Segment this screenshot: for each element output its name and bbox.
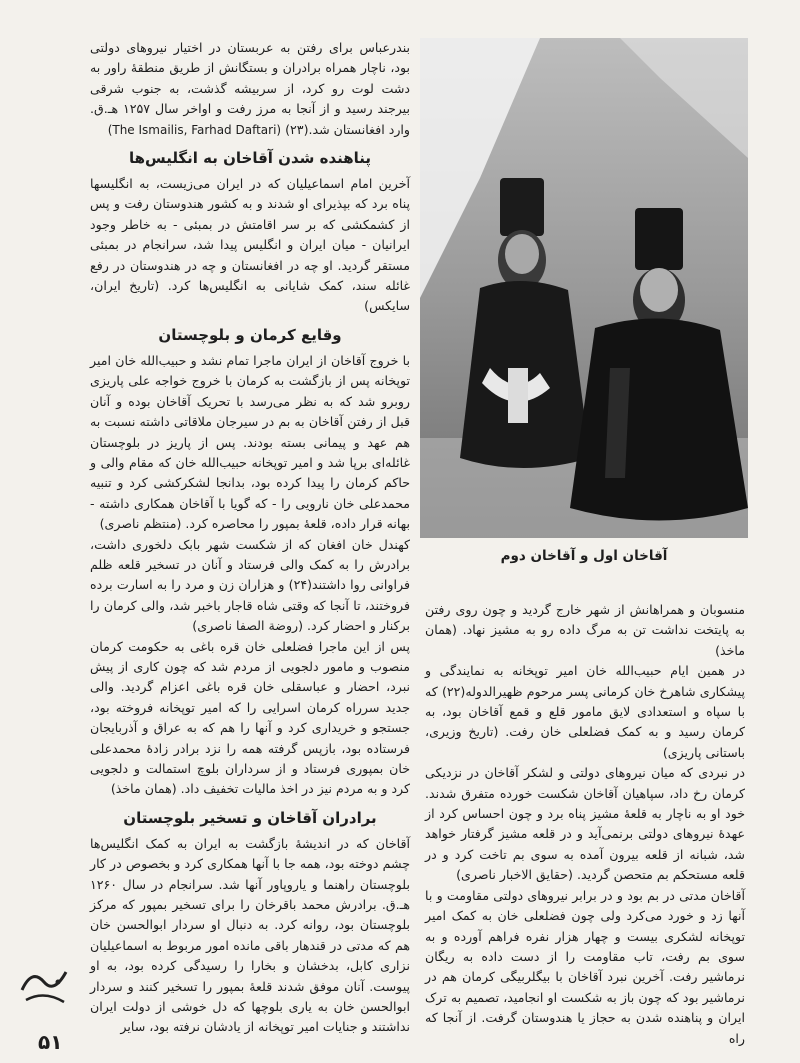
section-heading-brothers: برادران آقاخان و تسخیر بلوچستان — [123, 808, 377, 827]
photo-caption: آقاخان اول و آقاخان دوم — [500, 548, 668, 564]
intro-citation: (The Ismailis, Farhad Daftari) — [107, 122, 282, 137]
continuation-paragraph-2: در همین ایام حبیب‌الله خان امیر توپخانه به نمایندگی و پیشکاری شاهرخ خان کرمانی پسر مرحوم ظهیرالدوله(۲۲) که با سپاه و استعدادی لایق مامور قلع و قمع آقاخان بود، به کرمان رسید و به کمک فضلعلی خان رفت. (تاریخ وزیری، باستانی پاریزی) — [425, 663, 745, 760]
continuation-paragraph-3: در نبردی که میان نیروهای دولتی و لشکر آقاخان در نزدیکی کرمان رخ داد، سپاهیان آقاخان شکست خورده متفرق شدند. خود او به ناچار به قلعهٔ مشیز پناه برد و چون احساس کرد از عهدهٔ نیروهای دولتی برنمی‌آید و در قلعه مشیز گرفتار خواهد شد، شبانه از قلعه بیرون آمده به سوی بم تاخت کرد و در قلعه مستحکم بم متحصن گردید. (حقایق الاخبار ناصری) — [425, 765, 745, 883]
magazine-logo — [14, 960, 74, 1008]
continuation-paragraph-1: منسوبان و همراهانش از شهر خارج گردید و چون روی رفتن به پایتخت نداشت تن به مرگ داده رو به مشیز نهاد. (همان ماخذ) — [425, 602, 745, 658]
historical-photo — [420, 38, 748, 538]
continuation-paragraph-4: آقاخان مدتی در بم بود و در برابر نیروهای دولتی مقاومت و با آنها زد و خورد می‌کرد ولی چون فضلعلی خان به کمک امیر توپخانه لشکری بیست و چهار هزار نفره فراهم آورده و به سوی بم رفت، تاب مقاومت را از دست داده به ریگان نرماشیر رفت. آخرین نبرد آقاخان با بیگلربیگی کرمان هم در نرماشیر بود که چون باز به شکست او انجامید، تصمیم به ترک ایران و پناهنده شدن به حجاز یا هندوستان گرفت. از آنجا که راه — [425, 887, 745, 1046]
section-heading-refuge: پناهنده شدن آقاخان به انگلیس‌ها — [128, 149, 372, 168]
article-right-column — [90, 38, 410, 1038]
section-paragraph-kerman-1: با خروج آقاخان از ایران ماجرا تمام نشد و حبیب‌الله خان امیر توپخانه پس از بازگشت به کرمان با خروج خواجه علی پاریزی روبرو شد که به نظر می‌رسد با تحریک آقاخان بوده و آنان قبل از رفتن آقاخان به بم در سیرجان ملاقاتی داشته نسبت به هم عهد و پیمانی بسته بودند. پس از پاریز در بلوچستان غائله‌ای برپا شد و امیر توپخانه حبیب‌الله خان که مقام والی و حاکم کرمان را پیدا کرده بود، بدانجا لشکرکشی کرد و تنبیه محمدعلی خان نارویی را - که گویا با آقاخان همکاری داشته - بهانه قرار داده، قلعهٔ بمپور را محاصره کرد. (منتظم ناصری) — [90, 352, 410, 532]
section-heading-kerman-baluchistan: وقایع کرمان و بلوچستان — [158, 325, 342, 344]
photo-illustration — [420, 38, 748, 538]
section-paragraph-kerman-3: پس از این ماجرا فضلعلی خان قره باغی به حکومت کرمان منصوب و مامور دلجویی از مردم شد که چون کاری از پیش نبرد، احضار و عباسقلی خان قره باغی اعزام گردید. والی جدید سرراه کرمان اسرایی را که امیر توپخانه فروخته بود، جستجو و خریداری کرد و آنها را هم که به عراق و آذربایجان فرستاده بود، بازپس گرفته همه را نزد برادر زادهٔ محمدعلی خان بمپوری فرستاد و از سرداران بلوچ استمالت و دلجویی کرد و به مردم نیز در اخذ مالیات تخفیف داد. (همان ماخذ) — [90, 638, 410, 797]
page-number: ۵۱ — [38, 1030, 63, 1054]
section-paragraph-brothers: آقاخان که در اندیشهٔ بازگشت به ایران به کمک انگلیس‌ها چشم دوخته بود، همه جا با آنها همکاری کرد و بخصوص در کار بلوچستان راهنما و یاروپاور آنها شد. سرانجام در سال ۱۲۶۰ هـ.ق. برادرش محمد باقرخان را برای تسخیر بمپور که مرکز بلوچستان بود، روانه کرد. به دنبال او سردار ابوالحسن خان هم که مدتی در قندهار باقی مانده امور مربوط به اسماعیلیان نزاری کابل، بدخشان و بخارا را رسیدگی کرده بود، به او پیوست. آنان موفق شدند قلعهٔ بمپور را تسخیر کنند و سردار ابوالحسن خان به یاری بلوچها که دل خوشی از دولت ایران نداشتند و جنایات امیر توپخانه از یادشان نرفته بود، سایر — [90, 835, 410, 1035]
section-paragraph-refuge: آخرین امام اسماعیلیان که در ایران می‌زیست، به انگلیسها پناه برد که بپذیرای او شدند و به کشور هندوستان رفت و پس از کشمکشی که بر سر اقامتش در بمبئی - به خاطر وجود ایرانیان - میان ایران و انگلیس پیدا شد، سرانجام در بمبئی مستقر گردید. او چه در افغانستان و چه در هندوستان در رفع غائله سند، کمک شایانی به انگلیس‌ها کرد. (تاریخ ایران، سایکس) — [90, 176, 410, 314]
intro-paragraph: بندرعباس برای رفتن به عربستان در اختیار نیروهای دولتی بود، ناچار همراه برادران و بستگانش از طریق منطقهٔ راور به دشت لوت رو کرد، از سربیشه گذشت، به جنوب شرقی بیرجند رسید و از آنجا به مرز رفت و اواخر سال ۱۲۵۷ هـ.ق. وارد افغانستان شد.(۲۳) (The Ismailis, Farhad Daftari) — [90, 40, 410, 137]
kerman-logo-mark — [14, 960, 74, 1008]
article-left-column — [425, 600, 745, 1049]
section-paragraph-kerman-2: کهندل خان افغان که از شکست شهر بابک دلخوری داشت، برادرش را به کمک والی فرستاد و آنان در تسخیر قلعه ظلم فراوانی روا داشتند(۲۴) و هزاران زن و مرد را به اسارت برده فروختند، تا آنجا که وقتی شاه قاجار باخبر شد، والی کرمان را برکنار و احضار کرد. (روضة الصفا ناصری) — [90, 536, 410, 634]
